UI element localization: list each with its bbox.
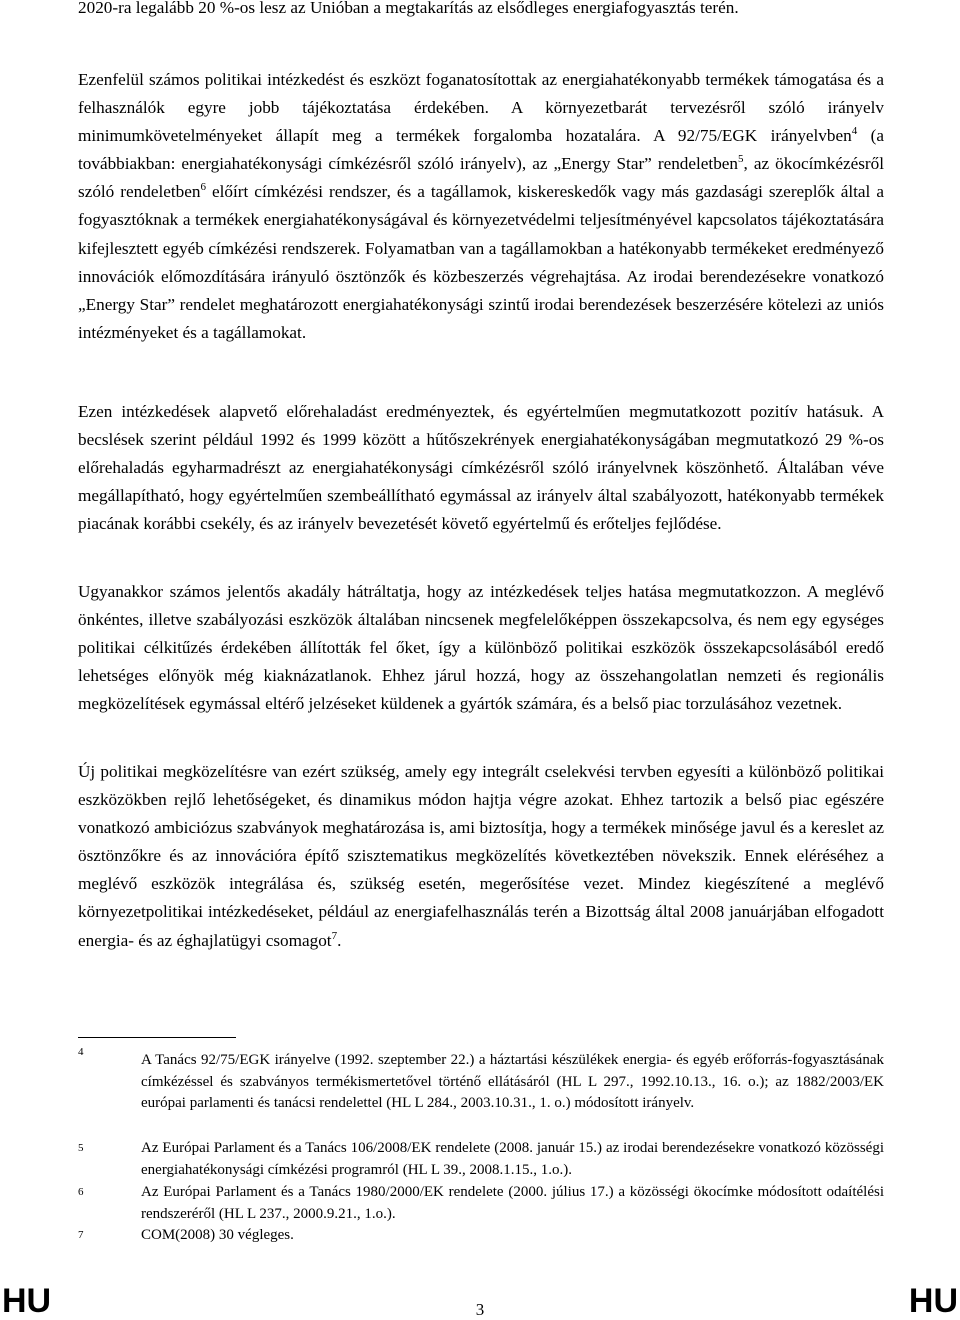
footnote-number: 4 [78, 1046, 84, 1058]
paragraph-1 [78, 66, 884, 347]
footnote-number: 7 [78, 1229, 84, 1241]
paragraph-2: Ezen intézkedések alapvető előrehaladást eredményeztek, és egyértelműen megmutatkozott pozitív hatásuk. A becslések szerint például 1992 és 1999 között a hűtőszekrények energiahatékonyságában megmutatkozó 29 %-os előrehaladás egyharmadrészt az energiahatékonysági címkézésről szóló irányelvnek köszönhető. Általában véve megállapítható, hogy egyértelműen szembeállítható egymással az irányelv által szabályozott, hatékonyabb termékek piacának korábbi csekély, és az irányelv bevezetését követő egyértelmű és erőteljes fejlődése. [78, 402, 884, 534]
footnote-ref-4[interactable]: 4 [851, 125, 858, 138]
footnote-text: Az Európai Parlament és a Tanács 106/2008/EK rendelete (2008. január 15.) az irodai berendezésekre vonatkozó közösségi energiahatékonysági címkézési programról (HL L 39., 2008.1.15., 1.o.). [141, 1140, 884, 1178]
footnote-text: A Tanács 92/75/EGK irányelve (1992. szeptember 22.) a háztartási készülékek energia- és egyéb erőforrás-fogyasztásának címkézéssel és szabványos termékismertetővel történő ellátásáról (HL L 297., 1992.10.13., 16. o.); az 1882/2003/EK európai parlamenti és tanácsi rendelettel (HL L 284., 2003.10.31., 1. o.) módosított irányelv. [141, 1052, 884, 1112]
footnote-text: Az Európai Parlament és a Tanács 1980/2000/EK rendelete (2000. július 17.) a közösségi ökocímke módosított odaítélési rendszeréről (HL L 237., 2000.9.21., 1.o.). [141, 1184, 884, 1222]
footnote-ref-7[interactable]: 7 [331, 929, 338, 942]
footnote-ref-6[interactable]: 6 [200, 181, 206, 194]
paragraph-4 [78, 758, 884, 955]
paragraph-1-part-c: , az ökocímkézésről szóló rendeletben [78, 154, 884, 202]
paragraph-1-part-a: Ezenfelül számos politikai intézkedést és eszközt foganatosítottak az energiahatékonyabb termékek támogatása és a felhasználók egyre jobb tájékoztatása érdekében. A környezetbarát tervezésről szóló irányelv minimumkövetelményeket állapít meg a termékek forgalomba hozatalára. A 92/75/EGK irányelvben [78, 70, 884, 146]
language-label-left: HU [2, 1282, 52, 1320]
language-label-right: HU [908, 1282, 958, 1320]
footnote-ref-5[interactable]: 5 [738, 153, 744, 166]
paragraph-0: 2020-ra legalább 20 %-os lesz az Unióban a megtakarítás az elsődleges energiafogyasztás terén. [78, 0, 739, 17]
footnote-separator [78, 1037, 236, 1038]
paragraph-4-part-a: Új politikai megközelítésre van ezért szükség, amely egy integrált cselekvési tervben egyesíti a különböző politikai eszközökben rejlő lehetőségeket, és dinamikus módon hajtja végre azokat. Ehhez tartozik a belső piac egészére vonatkozó ambiciózus szabványok meghatározása is, ami biztosítja, hogy a termékek minősége javul és a kereslet az ösztönzőkre és az innovációra építő szisztematikus megközelítés következtében növekszik. Ennek eléréséhez a meglévő eszközök integrálása és, szükség esetén, megerősítése vezet. Mindez kiegészítené a meglévő környezetpolitikai intézkedéseket, például az energiafelhasználás terén a Bizottság által 2008 januárjában elfogadott energia- és az éghajlatügyi csomagot [78, 762, 884, 950]
footnote-number: 6 [78, 1186, 84, 1198]
footnote-number: 5 [78, 1142, 84, 1154]
paragraph-3: Ugyanakkor számos jelentős akadály hátráltatja, hogy az intézkedések teljes hatása megmutatkozzon. A meglévő önkéntes, illetve szabályozási eszközök általában nincsenek megfelelőképpen összekapcsolva, és nem egy egységes politikai célkitűzés érdekében állították fel őket, így a különböző politikai eszközök összekapcsolásából eredő lehetséges előnyök még kiaknázatlanok. Ehhez járul hozzá, hogy az összehangolatlan nemzeti és regionális megközelítések egymással eltérő jelzéseket küldenek a gyártók számára, és a belső piac torzulásához vezetnek. [78, 582, 884, 714]
footnote-text: COM(2008) 30 végleges. [141, 1227, 294, 1243]
paragraph-4-part-b: . [337, 930, 342, 950]
paragraph-1-part-b: (a továbbiakban: energiahatékonysági címkézésről szóló irányelv), az „Energy Star” rendeletben [78, 126, 884, 174]
page-number: 3 [475, 1300, 485, 1319]
paragraph-1-part-d: előírt címkézési rendszer, és a tagállamok, kiskereskedők vagy más gazdasági szereplők által a fogyasztóknak a termékek energiahatékonyságával és környezetvédelmi teljesítményével kapcsolatos tájékoztatására kifejlesztett egyéb címkézési rendszerek. Folyamatban van a tagállamokban a hatékonyabb termékeket eredményező innovációk előmozdítására irányuló ösztönzők és közbeszerzés végrehajtása. Az irodai berendezésekre vonatkozó „Energy Star” rendelet meghatározott energiahatékonysági szintű irodai berendezések beszerzésére kötelezi az uniós intézményeket és a tagállamokat. [78, 182, 884, 342]
